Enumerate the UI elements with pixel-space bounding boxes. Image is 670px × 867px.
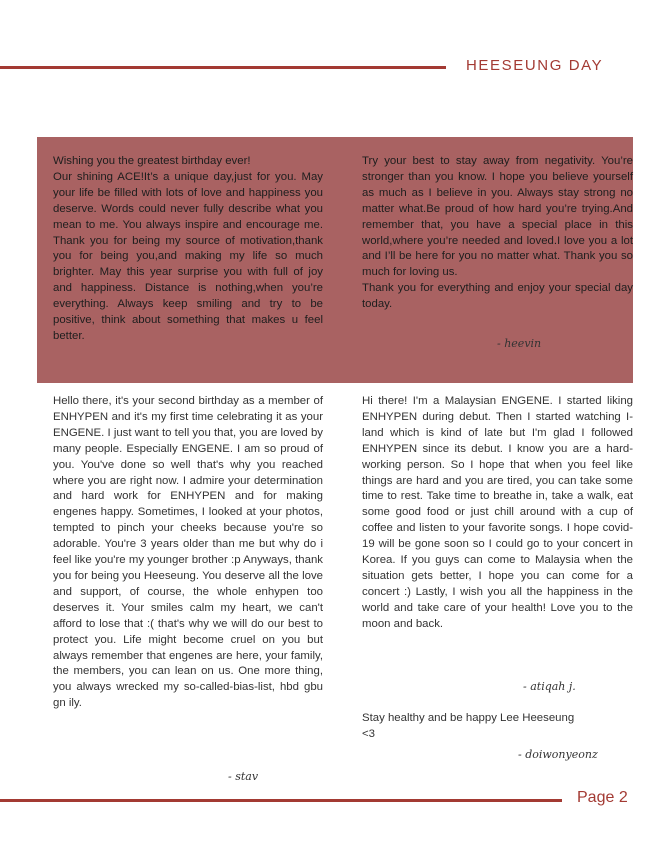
message-line: Wishing you the greatest birthday ever! xyxy=(53,155,251,167)
signature-atiqah: - atiqah j. xyxy=(523,680,576,693)
message-line: Thank you for everything and enjoy your special day today. xyxy=(362,282,633,311)
header-rule xyxy=(0,66,446,69)
message-line: Our shining ACE!It’s a unique day,just for you. May your life be filled with lots of love and happiness you deserve. Words could never fully describe what you mean to me. You always inspire and encourage me. Thank you for being my source of motivation,thank you for being you,and making my life so much brighter. May this year surprise you with full of joy and happiness. Distance is nothing,when you’re everything. Always keep smiling and try to be positive, think about something that makes u feel better. xyxy=(53,170,323,342)
birthday-message-1 xyxy=(53,154,323,345)
birthday-message-4: Hi there! I'm a Malaysian ENGENE. I started liking ENHYPEN during debut. Then I started watching I-land which is kind of late but I'm glad I followed ENHYPEN since its debut. I know you are a hard-working person. So I hope that when you feel like things are hard and you are tired, you can take some time to rest. Take time to breathe in, take a walk, eat some good food or just chill around with a cup of coffee and listen to your favorite songs. I hope covid-19 will be gone soon so I could go to your concert in Korea. If you guys can come to Malaysia when the situation gets better, I hope you can come for a concert :) Lastly, I wish you all the happiness in the world and take care of your health! Love you to the moon and back. xyxy=(362,395,633,630)
page-header-title: HEESEUNG DAY xyxy=(466,57,604,74)
signature-stav: - stav xyxy=(228,770,259,783)
signature-doiwonyeonz: - doiwonyeonz xyxy=(518,748,598,761)
birthday-message-5 xyxy=(362,711,633,743)
footer-rule xyxy=(0,799,562,802)
signature-heevin: - heevin xyxy=(497,337,542,350)
message-line: Try your best to stay away from negativity. You’re stronger than you know. I hope you believe yourself as much as I believe in you. Always stay strong no matter what.Be proud of how hard you’re trying.And remember that, you have a special place in this world,where you’re needed and loved.I love you a lot and I’ll be here for you no matter what. Thank you so much for loving us. xyxy=(362,155,633,279)
page-number: Page 2 xyxy=(577,789,628,806)
birthday-message-3: Hello there, it's your second birthday as a member of ENHYPEN and it's my first time celebrating it as your ENGENE. I just want to tell you that, you are loved by many people. Especially ENGENE. I am so proud of you. You've done so well that's why you reached where you are right now. I admire your determination and hard work for ENHYPEN and for making engenes happy. Sometimes, I looked at your photos, tempted to pinch your cheeks because you're so adorable. You're 3 years older than me but why do i feel like you're my younger brother :p Anyways, thank you for being you Heeseung. You deserve all the love and support, of course, the whole enhypen too deserves it. Your smiles calm my heart, we can't afford to lose that :( that's why we will do our best to protect you. Life might become cruel on you but always remember that engenes are here, your family, the members, you can lean on us. One more thing, you always wrecked my so-called-bias-list, hbd gbu gn ily. xyxy=(53,395,323,710)
birthday-message-2 xyxy=(362,154,633,313)
message-line: Stay healthy and be happy Lee Heeseung xyxy=(362,712,575,724)
message-line: <3 xyxy=(362,727,375,740)
